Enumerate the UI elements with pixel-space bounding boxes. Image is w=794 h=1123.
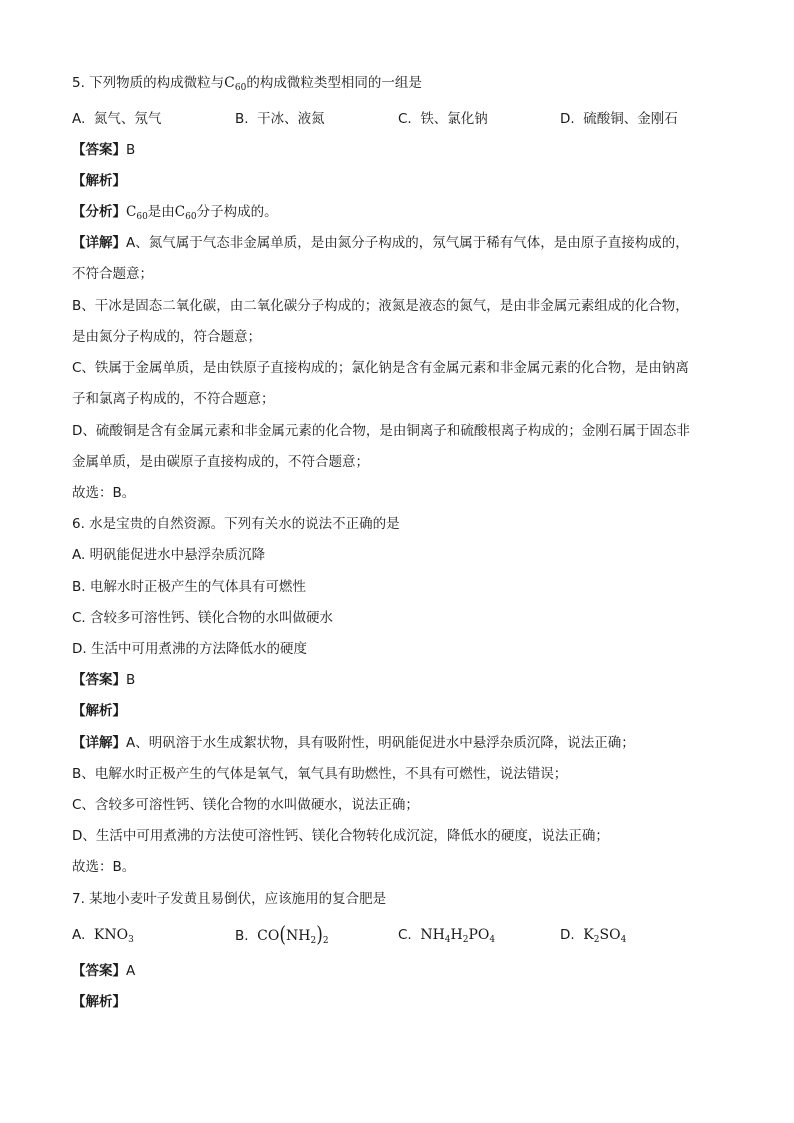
q7-analysis-heading: 【解析】	[72, 994, 126, 1010]
q6-detail-line: B、电解水时正极产生的气体是氧气，氧气具有助燃性，不具有可燃性，说法错误；	[72, 766, 568, 782]
q5-fenxi: 【分析】$C_{60}$是由$C_{60}$分子构成的。	[72, 204, 278, 222]
q5-option-c: C. 铁、氯化钠	[398, 111, 488, 127]
q5-analysis-heading: 【解析】	[72, 173, 126, 189]
q5-detail-line: 是由氮分子构成的，符合题意；	[72, 329, 261, 345]
q7-option-c: C. $NH_4H_2PO_4$	[398, 927, 496, 945]
q7-option-b: B. $CO(NH_2)_2$	[235, 922, 329, 948]
q5-detail-line: 【详解】A、氮气属于气态非金属单质，是由氮分子构成的，氖气属于稀有气体，是由原子直接构成的，	[72, 235, 689, 251]
q6-detail-line: 【详解】A、明矾溶于水生成絮状物，具有吸附性，明矾能促进水中悬浮杂质沉降，说法正确；	[72, 735, 635, 751]
q5-option-b: B. 干冰、液氮	[235, 111, 325, 127]
q5-stem: 5. 下列物质的构成微粒与$C_{60}$的构成微粒类型相同的一组是	[72, 75, 422, 93]
q7-stem: 7. 某地小麦叶子发黄且易倒伏，应该施用的复合肥是	[72, 891, 387, 907]
q6-detail-line: D、生活中可用煮沸的方法使可溶性钙、镁化合物转化成沉淀，降低水的硬度，说法正确；	[72, 828, 609, 844]
q7-option-a: A. $KNO_3$	[72, 927, 134, 945]
q5-detail-line: B、干冰是固态二氧化碳，由二氧化碳分子构成的；液氮是液态的氮气，是由非金属元素组成的化合物，	[72, 298, 689, 314]
q5-detail-line: 不符合题意；	[72, 266, 153, 282]
q6-conclusion: 故选：B。	[72, 859, 136, 875]
q7-answer: 【答案】A	[72, 963, 136, 979]
q5-conclusion: 故选：B。	[72, 485, 136, 501]
q6-option-c: C. 含较多可溶性钙、镁化合物的水叫做硬水	[72, 610, 334, 626]
q6-stem: 6. 水是宝贵的自然资源。下列有关水的说法不正确的是	[72, 516, 400, 532]
q6-option-d: D. 生活中可用煮沸的方法降低水的硬度	[72, 641, 307, 657]
q5-detail-line: C、铁属于金属单质，是由铁原子直接构成的；氯化钠是含有金属元素和非金属元素的化合物，是由钠离	[72, 360, 689, 376]
q5-answer: 【答案】B	[72, 142, 136, 158]
q6-option-b: B. 电解水时正极产生的气体具有可燃性	[72, 579, 306, 595]
c60-formula: $C_{60}$	[224, 75, 247, 93]
q7-option-d: D. $K_2SO_4$	[560, 927, 627, 945]
q6-option-a: A. 明矾能促进水中悬浮杂质沉降	[72, 547, 266, 563]
q6-analysis-heading: 【解析】	[72, 703, 126, 719]
q5-option-d: D. 硫酸铜、金刚石	[560, 111, 678, 127]
q5-option-a: A. 氮气、氖气	[72, 111, 162, 127]
q6-answer: 【答案】B	[72, 672, 136, 688]
q5-detail-line: 金属单质，是由碳原子直接构成的，不符合题意；	[72, 454, 369, 470]
q5-detail-line: 子和氯离子构成的，不符合题意；	[72, 391, 275, 407]
q5-detail-line: D、硫酸铜是含有金属元素和非金属元素的化合物，是由铜离子和硫酸根离子构成的；金刚石属于固态非	[72, 423, 690, 439]
q6-detail-line: C、含较多可溶性钙、镁化合物的水叫做硬水，说法正确；	[72, 797, 419, 813]
